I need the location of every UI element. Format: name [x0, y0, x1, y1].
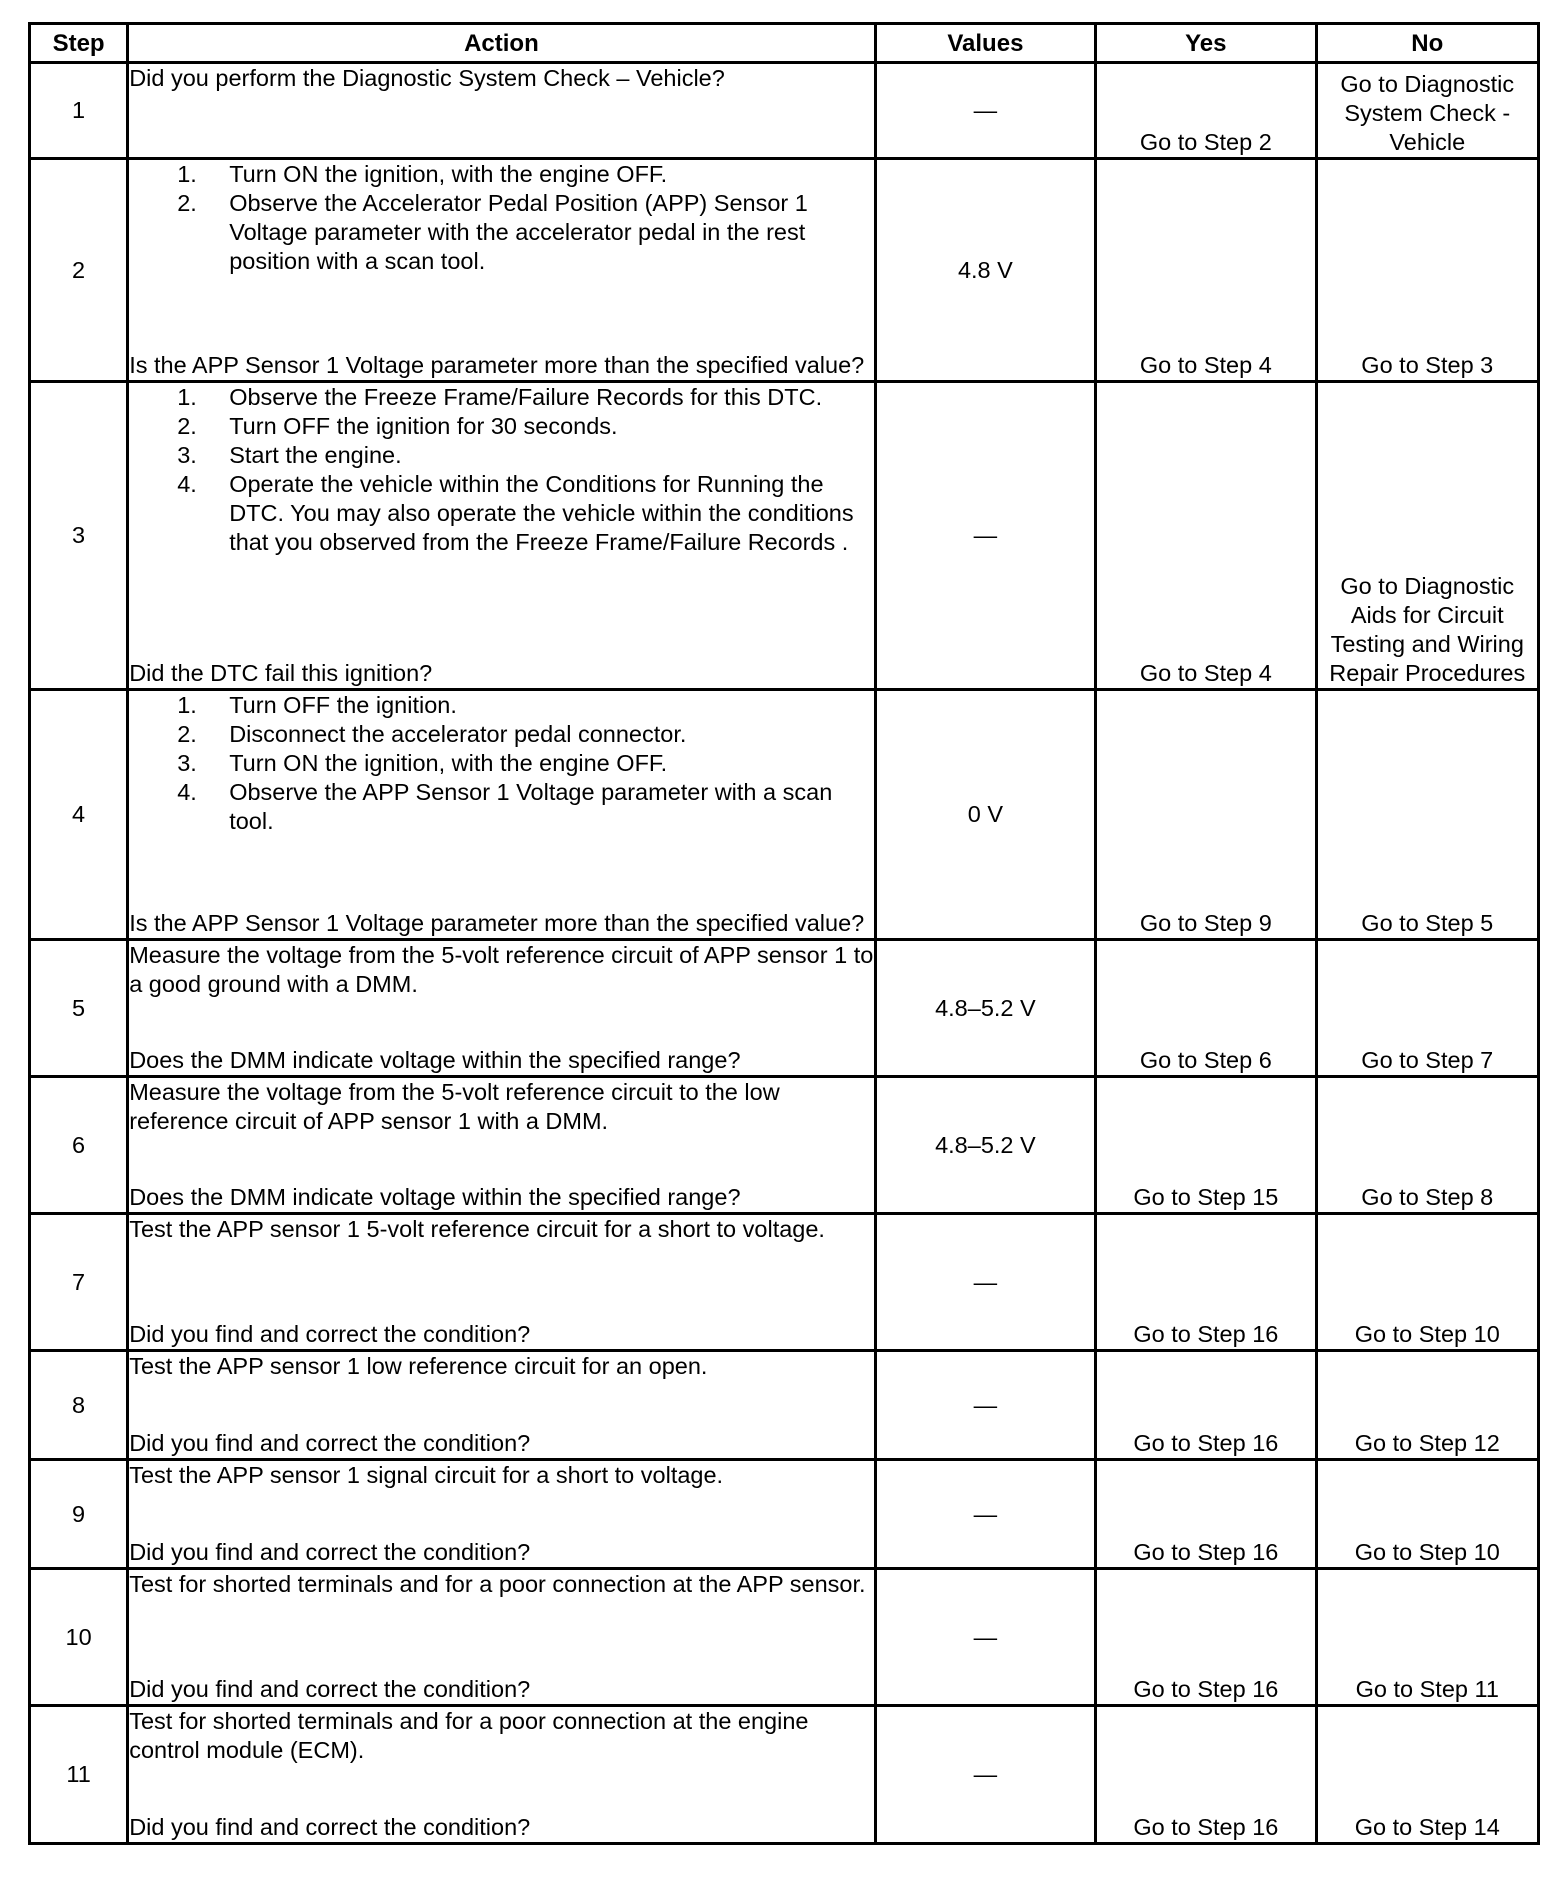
header-action: Action — [128, 24, 875, 63]
action-intro: Test the APP sensor 1 5-volt reference circuit for a short to voltage. — [129, 1216, 825, 1242]
action-content — [129, 383, 873, 688]
action-steps-list — [129, 160, 873, 276]
action-question: Is the APP Sensor 1 Voltage parameter more than the specified value? — [129, 910, 865, 936]
action-step-item — [177, 749, 873, 778]
no-cell — [1316, 1077, 1538, 1214]
action-step-number: 1. — [177, 384, 197, 410]
action-question: Did you find and correct the condition? — [129, 1539, 531, 1565]
action-content — [129, 1461, 873, 1567]
action-step-number: 1. — [177, 692, 197, 718]
no-text: Go to Step 14 — [1354, 1814, 1500, 1840]
header-step: Step — [30, 24, 128, 63]
no-cell — [1316, 1351, 1538, 1460]
action-steps-list — [129, 691, 873, 836]
no-cell — [1316, 1706, 1538, 1844]
action-step-number: 1. — [177, 161, 197, 187]
yes-cell: Go to Step 4 — [1096, 159, 1316, 382]
step-number: 1 — [30, 63, 128, 159]
action-step-number: 2. — [177, 721, 197, 747]
action-step-text: Observe the Accelerator Pedal Position (APP) Sensor 1 Voltage parameter with the accelerator pedal in the rest position with a scan tool. — [229, 190, 808, 274]
action-steps-list — [129, 383, 873, 557]
table-row — [30, 63, 1539, 159]
action-cell — [128, 382, 875, 690]
no-cell — [1316, 690, 1538, 940]
action-instructions — [129, 160, 873, 276]
action-step-item — [177, 160, 873, 189]
action-step-item — [177, 470, 873, 557]
action-step-item — [177, 189, 873, 276]
no-cell — [1316, 1460, 1538, 1569]
values-cell: — — [875, 1569, 1095, 1706]
action-intro: Test for shorted terminals and for a poor connection at the engine control module (ECM). — [129, 1708, 809, 1763]
values-cell: 4.8–5.2 V — [875, 1077, 1095, 1214]
action-instructions — [129, 64, 873, 93]
values-cell: — — [875, 1214, 1095, 1351]
no-cell — [1316, 382, 1538, 690]
no-text: Go to Step 3 — [1361, 352, 1494, 378]
action-step-item — [177, 691, 873, 720]
no-text: Go to Step 8 — [1361, 1184, 1494, 1210]
step-number: 3 — [30, 382, 128, 690]
step-number: 9 — [30, 1460, 128, 1569]
action-instructions — [129, 1078, 873, 1136]
action-cell — [128, 1569, 875, 1706]
values-cell: — — [875, 1706, 1095, 1844]
action-step-item — [177, 383, 873, 412]
values-cell: 4.8 V — [875, 159, 1095, 382]
table-row — [30, 1706, 1539, 1844]
action-content — [129, 941, 873, 1075]
action-question: Does the DMM indicate voltage within the specified range? — [129, 1047, 741, 1073]
table-row — [30, 1460, 1539, 1569]
no-text: Go to Step 12 — [1354, 1430, 1500, 1456]
yes-cell: Go to Step 16 — [1096, 1351, 1316, 1460]
yes-cell: Go to Step 16 — [1096, 1460, 1316, 1569]
header-values: Values — [875, 24, 1095, 63]
table-row — [30, 940, 1539, 1077]
action-cell — [128, 940, 875, 1077]
action-instructions — [129, 941, 873, 999]
action-step-text: Operate the vehicle within the Conditions for Running the DTC. You may also operate the vehicle within the conditions that you observed from the Freeze Frame/Failure Records . — [229, 471, 854, 555]
header-row — [30, 24, 1539, 63]
action-step-item — [177, 778, 873, 836]
action-question: Does the DMM indicate voltage within the specified range? — [129, 1184, 741, 1210]
table-row — [30, 1351, 1539, 1460]
no-text: Go to Step 5 — [1361, 910, 1494, 936]
step-number: 6 — [30, 1077, 128, 1214]
header-no: No — [1316, 24, 1538, 63]
action-question: Did you find and correct the condition? — [129, 1676, 531, 1702]
table-row — [30, 1214, 1539, 1351]
step-number: 8 — [30, 1351, 128, 1460]
action-content — [129, 1570, 873, 1704]
action-question: Did you find and correct the condition? — [129, 1321, 531, 1347]
action-instructions — [129, 1215, 873, 1244]
values-cell: — — [875, 382, 1095, 690]
no-text: Go to Diagnostic System Check - Vehicle — [1340, 71, 1515, 155]
action-step-number: 4. — [177, 779, 197, 805]
yes-cell: Go to Step 16 — [1096, 1214, 1316, 1351]
action-step-text: Start the engine. — [229, 442, 402, 468]
action-instructions — [129, 1461, 873, 1490]
no-cell — [1316, 63, 1538, 159]
action-step-text: Turn ON the ignition, with the engine OFF. — [229, 161, 668, 187]
action-content — [129, 1215, 873, 1349]
action-content — [129, 1078, 873, 1212]
diagnostic-table — [28, 22, 1540, 1845]
action-step-text: Turn OFF the ignition for 30 seconds. — [229, 413, 618, 439]
action-content — [129, 160, 873, 380]
action-instructions — [129, 1707, 873, 1765]
action-question: Is the APP Sensor 1 Voltage parameter more than the specified value? — [129, 352, 865, 378]
action-intro: Test for shorted terminals and for a poor connection at the APP sensor. — [129, 1571, 866, 1597]
action-step-number: 3. — [177, 442, 197, 468]
action-step-text: Turn OFF the ignition. — [229, 692, 457, 718]
no-cell — [1316, 940, 1538, 1077]
action-cell — [128, 690, 875, 940]
table-row — [30, 690, 1539, 940]
step-number: 10 — [30, 1569, 128, 1706]
action-step-number: 2. — [177, 413, 197, 439]
action-step-item — [177, 441, 873, 470]
action-intro: Test the APP sensor 1 low reference circuit for an open. — [129, 1353, 708, 1379]
action-instructions — [129, 691, 873, 836]
action-step-item — [177, 412, 873, 441]
action-intro: Test the APP sensor 1 signal circuit for a short to voltage. — [129, 1462, 724, 1488]
action-cell — [128, 1214, 875, 1351]
action-cell — [128, 1351, 875, 1460]
step-number: 5 — [30, 940, 128, 1077]
yes-cell: Go to Step 9 — [1096, 690, 1316, 940]
values-cell: 4.8–5.2 V — [875, 940, 1095, 1077]
action-question: Did the DTC fail this ignition? — [129, 660, 433, 686]
action-content — [129, 691, 873, 938]
action-cell — [128, 1460, 875, 1569]
action-step-number: 3. — [177, 750, 197, 776]
values-cell: — — [875, 1460, 1095, 1569]
action-intro: Measure the voltage from the 5-volt reference circuit of APP sensor 1 to a good ground with a DMM. — [129, 942, 874, 997]
yes-cell: Go to Step 16 — [1096, 1569, 1316, 1706]
action-question: Did you perform the Diagnostic System Check – Vehicle? — [129, 65, 725, 91]
values-cell: — — [875, 1351, 1095, 1460]
no-cell — [1316, 1214, 1538, 1351]
header-yes: Yes — [1096, 24, 1316, 63]
action-step-number: 4. — [177, 471, 197, 497]
action-step-item — [177, 720, 873, 749]
values-cell: — — [875, 63, 1095, 159]
action-instructions — [129, 1570, 873, 1599]
action-step-text: Disconnect the accelerator pedal connector. — [229, 721, 687, 747]
action-content — [129, 64, 873, 157]
step-number: 2 — [30, 159, 128, 382]
action-cell — [128, 63, 875, 159]
action-instructions — [129, 383, 873, 557]
table-row — [30, 159, 1539, 382]
action-instructions — [129, 1352, 873, 1381]
action-cell — [128, 159, 875, 382]
action-step-text: Turn ON the ignition, with the engine OFF. — [229, 750, 668, 776]
no-text: Go to Diagnostic Aids for Circuit Testing and Wiring Repair Procedures — [1329, 573, 1526, 686]
action-cell — [128, 1706, 875, 1844]
no-text: Go to Step 7 — [1361, 1047, 1494, 1073]
no-text: Go to Step 10 — [1354, 1321, 1500, 1347]
table-row — [30, 382, 1539, 690]
yes-cell: Go to Step 16 — [1096, 1706, 1316, 1844]
action-question: Did you find and correct the condition? — [129, 1814, 531, 1840]
no-cell — [1316, 1569, 1538, 1706]
step-number: 7 — [30, 1214, 128, 1351]
action-content — [129, 1352, 873, 1458]
action-step-text: Observe the APP Sensor 1 Voltage parameter with a scan tool. — [229, 779, 833, 834]
action-intro: Measure the voltage from the 5-volt reference circuit to the low reference circuit of APP sensor 1 with a DMM. — [129, 1079, 780, 1134]
no-text: Go to Step 10 — [1354, 1539, 1500, 1565]
table-body — [30, 63, 1539, 1844]
action-question: Did you find and correct the condition? — [129, 1430, 531, 1456]
no-text: Go to Step 11 — [1355, 1676, 1499, 1702]
yes-cell: Go to Step 2 — [1096, 63, 1316, 159]
yes-cell: Go to Step 4 — [1096, 382, 1316, 690]
action-content — [129, 1707, 873, 1842]
step-number: 4 — [30, 690, 128, 940]
action-cell — [128, 1077, 875, 1214]
table-row — [30, 1077, 1539, 1214]
values-cell: 0 V — [875, 690, 1095, 940]
table-row — [30, 1569, 1539, 1706]
action-step-number: 2. — [177, 190, 197, 216]
step-number: 11 — [30, 1706, 128, 1844]
action-step-text: Observe the Freeze Frame/Failure Records for this DTC. — [229, 384, 823, 410]
no-cell — [1316, 159, 1538, 382]
yes-cell: Go to Step 15 — [1096, 1077, 1316, 1214]
yes-cell: Go to Step 6 — [1096, 940, 1316, 1077]
